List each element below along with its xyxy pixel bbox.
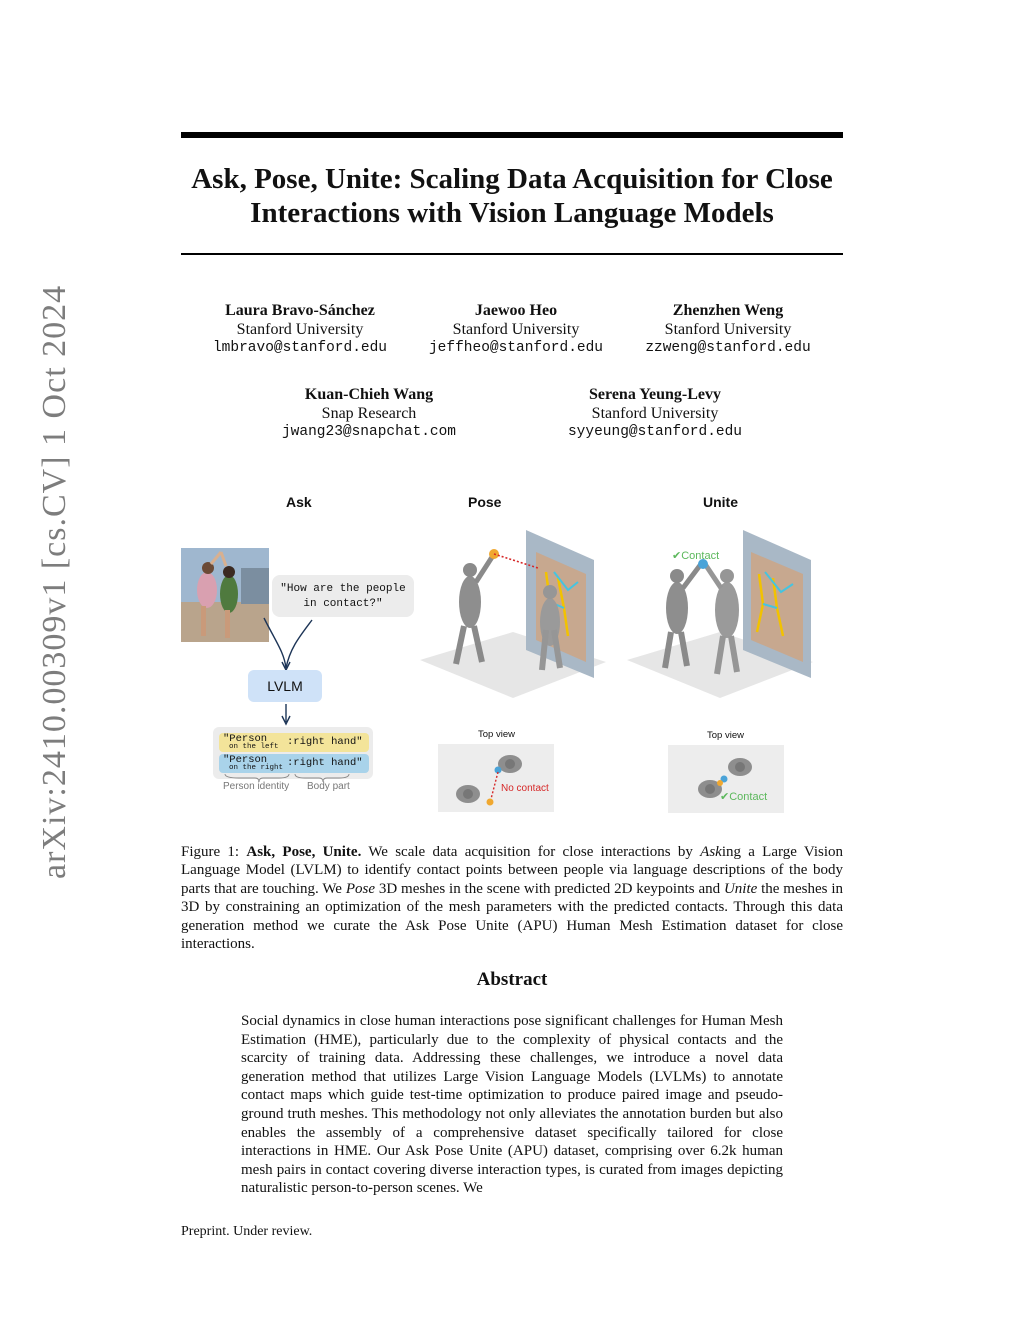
abstract-text: Social dynamics in close human interactions pose significant challenges for Human Mesh Estimation (HME), particularly due to the complexity of physical contacts and the scarcity of training data. Addressing these challenges, we introduce a novel data generation method that utilizes Large Vision Language Models (LVLMs) to annotate contact maps which guide test-time optimization to produce paired image and pseudo-ground truth meshes. This methodology not only alleviates the annotation burden but also enables the assembly of a comprehensive dataset specifically tailored for close interactions in HME. Our Ask Pose Unite (APU) dataset, comprising over 6.2k human mesh pairs in contact covering diverse interaction types, is curated from images depicting naturalistic person-to-person scenes. We xyxy=(241,1013,783,1197)
unite-top-view-label: Top view xyxy=(707,730,744,741)
caption-label: Figure 1: xyxy=(181,844,240,860)
check-icon: ✔ xyxy=(720,791,730,803)
unite-contact-tag xyxy=(672,549,719,562)
pose-scene xyxy=(418,512,608,702)
author-5 xyxy=(540,385,770,442)
no-contact-label: No contact xyxy=(501,783,549,794)
answer-line-1 xyxy=(219,733,369,752)
pose-top-view-label: Top view xyxy=(478,729,515,740)
abstract-heading: Abstract xyxy=(476,969,548,990)
author-email: jeffheo@stanford.edu xyxy=(428,340,604,356)
unite-top-contact xyxy=(720,790,767,803)
caption-text: We scale data acquisition for close interactions by xyxy=(361,844,701,860)
unite-scene xyxy=(625,512,815,702)
caption-bold: Ask, Pose, Unite. xyxy=(246,844,362,860)
answer-1-identity: on the left xyxy=(229,743,279,751)
author-2 xyxy=(401,301,631,358)
caption-text: the meshes in 3D by constraining an optimization of the mesh parameters with the predicted contacts. Through this data generation method we curate the Ask Pose Unite (APU) Human Mesh Estimation dataset for close interactions. xyxy=(181,880,843,953)
author-affiliation: Stanford University xyxy=(664,321,792,338)
question-text: "How are the people in contact?" xyxy=(280,583,406,610)
answer-2-identity: on the right xyxy=(229,764,284,772)
pose-top-view xyxy=(438,744,554,812)
author-name: Kuan-Chieh Wang xyxy=(304,386,434,403)
author-name: Zhenzhen Weng xyxy=(672,302,784,319)
author-name: Serena Yeung-Levy xyxy=(589,386,721,403)
author-name: Jaewoo Heo xyxy=(474,302,558,319)
author-name: Laura Bravo-Sánchez xyxy=(225,302,375,319)
title-bottom-rule xyxy=(181,253,843,255)
author-email: lmbravo@stanford.edu xyxy=(212,340,388,356)
answer-1-quote: "Person xyxy=(223,733,268,745)
answer-line-2 xyxy=(219,754,369,773)
figure-header-pose: Pose xyxy=(468,494,502,510)
person-identity-label: Person identity xyxy=(223,781,290,792)
author-affiliation: Stanford University xyxy=(236,321,364,338)
author-1 xyxy=(185,301,415,358)
answer-1-body-part: :right hand" xyxy=(287,736,363,748)
question-bubble xyxy=(272,575,414,617)
author-affiliation: Snap Research xyxy=(321,405,417,422)
author-4 xyxy=(254,385,484,442)
author-affiliation: Stanford University xyxy=(591,405,719,422)
unite-contact-label: Contact xyxy=(681,550,720,562)
caption-italic: Unite xyxy=(723,880,758,897)
author-affiliation: Stanford University xyxy=(452,321,580,338)
lvlm-label: LVLM xyxy=(267,678,303,694)
caption-italic: Ask xyxy=(700,844,722,860)
check-icon: ✔ xyxy=(672,550,682,562)
figure-header-ask: Ask xyxy=(286,494,312,510)
lvlm-box xyxy=(248,670,322,702)
title-top-rule xyxy=(181,132,843,138)
author-email: zzweng@stanford.edu xyxy=(645,340,811,356)
author-email: syyeung@stanford.edu xyxy=(567,424,743,440)
answer-2-body-part: :right hand" xyxy=(287,757,363,769)
footer-note: Preprint. Under review. xyxy=(181,1224,313,1239)
caption-text: ing a Large Vision Language Model (LVLM) to identify contact points between people via language descriptions of the body parts that are touching. We xyxy=(181,844,843,897)
paper-title: Ask, Pose, Unite: Scaling Data Acquisition for Close Interactions with Vision Language Models xyxy=(191,163,833,229)
caption-text: 3D meshes in the scene with predicted 2D keypoints and xyxy=(374,880,724,897)
top-contact-label: Contact xyxy=(729,791,768,803)
figure-caption xyxy=(181,843,843,953)
caption-italic: Pose xyxy=(345,880,375,897)
figure-header-unite: Unite xyxy=(703,494,738,510)
arxiv-stamp: arXiv:2410.00309v1 [cs.CV] 1 Oct 2024 xyxy=(36,284,73,879)
author-email: jwang23@snapchat.com xyxy=(281,424,457,440)
author-3 xyxy=(613,301,843,358)
answer-2-quote: "Person xyxy=(223,754,268,766)
body-part-label: Body part xyxy=(307,781,350,792)
